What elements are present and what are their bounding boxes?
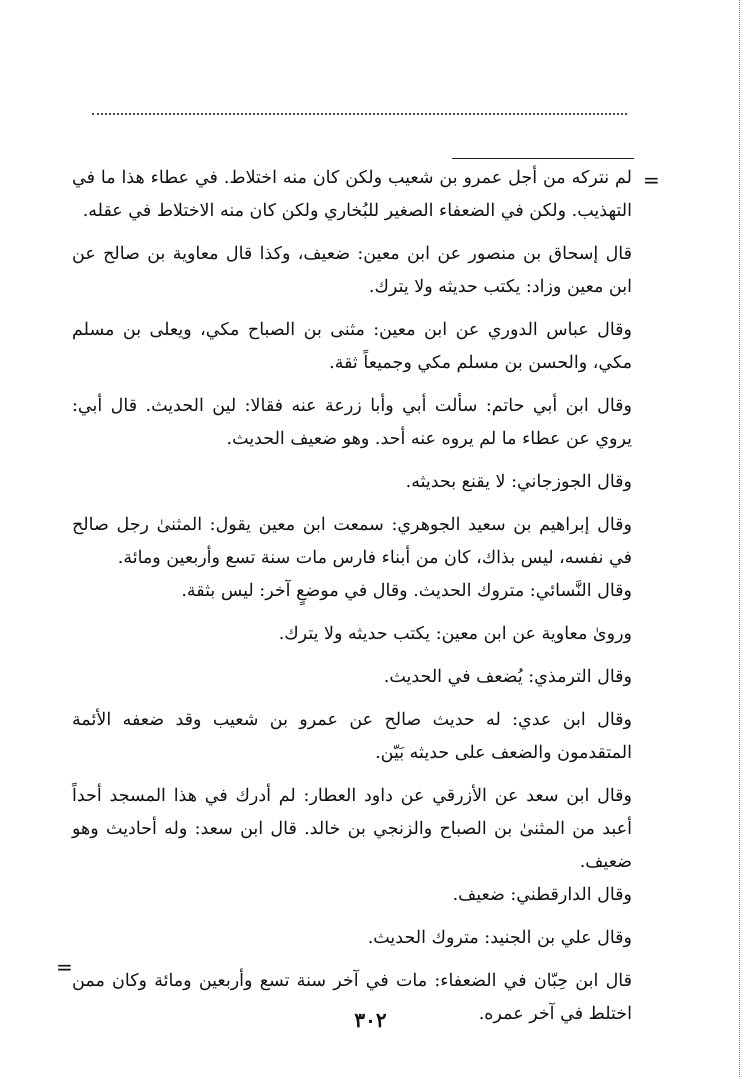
paragraph: وقال الترمذي: يُضعف في الحديث.: [383, 667, 632, 687]
continuation-rule: [452, 158, 634, 159]
paragraph: وقال الدارقطني: ضعيف.: [452, 885, 632, 905]
body-text: [72, 162, 632, 1041]
paragraph: وقال ابن أبي حاتم: سألت أبي وأبا زرعة عنه فقالا: لين الحديث. قال أبي: يروي عن عطاء ما لم يروه عنه أحد. وهو ضعيف الحديث.: [72, 396, 632, 449]
paragraph: وقال ابن سعد عن الأزرقي عن داود العطار: لم أدرك في هذا المسجد أحداً أعبد من المثنىٰ بن الصباح والزنجي بن خالد. قال ابن سعد: وله أحاديث وهو ضعيف.: [72, 786, 632, 872]
continuation-marker-bottom: =: [56, 955, 73, 979]
paragraph: وقال إبراهيم بن سعيد الجوهري: سمعت ابن معين يقول: المثنىٰ رجل صالح في نفسه، ليس بذاك، كان من أبناء فارس مات سنة تسع وأربعين ومائة.: [72, 515, 632, 568]
top-dotted-separator: [92, 113, 627, 115]
page-number: ٣٠٢: [354, 1008, 387, 1032]
paragraph: وقال الجوزجاني: لا يقنع بحديثه.: [405, 472, 632, 492]
paragraph: وقال ابن عدي: له حديث صالح عن عمرو بن شعيب وقد ضعفه الأئمة المتقدمون والضعف على حديثه بَيّن.: [72, 710, 632, 763]
paragraph: وقال النَّسائي: متروك الحديث. وقال في موضعٍ آخر: ليس بثقة.: [181, 581, 632, 601]
paragraph: قال ابن حِبّان في الضعفاء: مات في آخر سنة تسع وأربعين ومائة وكان ممن اختلط في آخر عمره.: [72, 971, 632, 1024]
continuation-marker-top: =: [643, 168, 660, 192]
paragraph: ورویٰ معاوية عن ابن معين: يكتب حديثه ولا يترك.: [278, 624, 632, 644]
paragraph: وقال علي بن الجنيد: متروك الحديث.: [367, 928, 632, 948]
paragraph: لم نتركه من أجل عمرو بن شعيب ولكن كان منه اختلاط. في عطاء هذا ما في التهذيب. ولكن في الضعفاء الصغير للبُخاري ولكن كان منه الاختلاط في عقله.: [72, 168, 632, 221]
paragraph: وقال عباس الدوري عن ابن معين: مثنى بن الصباح مكي، ويعلى بن مسلم مكي، والحسن بن مسلم مكي وجميعاً ثقة.: [72, 320, 632, 373]
paragraph: قال إسحاق بن منصور عن ابن معين: ضعيف، وكذا قال معاوية بن صالح عن ابن معين وزاد: يكتب حديثه ولا يترك.: [72, 244, 632, 297]
